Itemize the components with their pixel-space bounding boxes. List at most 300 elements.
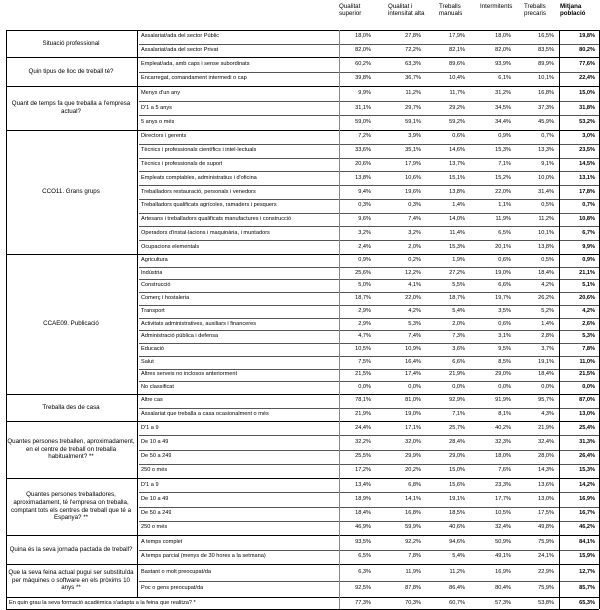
row-divider [139, 240, 599, 241]
cell-value: 32,4% [538, 438, 554, 445]
row-divider [139, 213, 599, 214]
cell-value: 1,1% [498, 202, 511, 209]
cell-value: 6,5% [358, 553, 371, 560]
cell-value: 0,9% [358, 256, 371, 263]
cell-value: 21,9% [355, 410, 371, 417]
average-value: 19,8% [579, 33, 595, 40]
average-value: 17,8% [579, 188, 595, 195]
row-divider [139, 435, 599, 436]
cell-value: 3,2% [358, 229, 371, 236]
cell-value: 24,1% [538, 553, 554, 560]
average-value: 20,6% [579, 295, 595, 302]
cell-value: 1,4% [541, 320, 554, 327]
cell-value: 10,5% [355, 345, 371, 352]
cell-value: 5,4% [452, 553, 465, 560]
average-value: 14,5% [579, 160, 595, 167]
group-label: Situació professional [42, 39, 100, 47]
row-label: De 50 a 249 [141, 453, 172, 460]
cell-value: 15,2% [495, 174, 511, 181]
cell-value: 11,4% [449, 229, 465, 236]
row-label: De 10 a 49 [141, 438, 169, 445]
cell-value: 0,5% [541, 256, 554, 263]
average-value: 5,1% [582, 282, 595, 289]
cell-value: 13,8% [355, 174, 371, 181]
row-label: Construcció [141, 282, 171, 289]
cell-value: 37,3% [538, 104, 554, 111]
row-label: 5 anys o més [141, 119, 175, 126]
row-label: Altre cas [141, 397, 163, 404]
group-label: Quantes persones treballadores, aproximadament, té l'empresa on treballa, comptant tots els centres de treball que té a Espanya? ** [10, 491, 132, 522]
row-label: Artesans i treballadors qualificats manufactures i construcció [141, 216, 292, 223]
row-divider [139, 44, 599, 45]
column-header: Treballs manuals [439, 3, 463, 18]
cell-value: 60,7% [449, 599, 465, 606]
cell-value: 21,9% [449, 371, 465, 378]
cell-value: 15,0% [449, 467, 465, 474]
cell-value: 70,3% [405, 599, 421, 606]
average-value: 14,2% [579, 481, 595, 488]
row-divider [139, 507, 599, 508]
average-value: 9,9% [582, 243, 595, 250]
row-divider [139, 381, 599, 382]
average-value: 13,1% [579, 174, 595, 181]
cell-value: 19,0% [405, 410, 421, 417]
cell-value: 86,4% [449, 585, 465, 592]
average-value: 5,3% [582, 333, 595, 340]
row-label: A temps complet [141, 538, 183, 545]
cell-value: 25,7% [449, 424, 465, 431]
average-value: 0,7% [582, 202, 595, 209]
cell-value: 11,9% [495, 216, 511, 223]
cell-value: 29,9% [405, 453, 421, 460]
cell-value: 13,6% [538, 481, 554, 488]
cell-value: 57,3% [495, 599, 511, 606]
cell-value: 9,4% [358, 188, 371, 195]
cell-value: 7,6% [498, 467, 511, 474]
row-divider [139, 101, 599, 102]
row-label: Assalariat/ada del sector Públic [141, 33, 220, 40]
row-divider [139, 356, 599, 357]
cell-value: 32,4% [495, 524, 511, 531]
cell-value: 1,9% [452, 256, 465, 263]
cell-value: 0,0% [541, 384, 554, 391]
group-label: Quant de temps fa que treballa a l'empresa actual? [11, 100, 131, 115]
cell-value: 18,0% [355, 33, 371, 40]
cell-value: 8,1% [498, 410, 511, 417]
row-label: Comerç i hostaleria [141, 295, 190, 302]
column-header: Qualitat superior [339, 3, 362, 18]
cell-value: 16,9% [495, 568, 511, 575]
cell-value: 0,3% [408, 202, 421, 209]
cell-value: 23,3% [495, 481, 511, 488]
row-divider [6, 597, 599, 598]
cell-value: 20,6% [355, 160, 371, 167]
row-divider [139, 199, 599, 200]
cell-value: 75,9% [538, 585, 554, 592]
cell-value: 26,2% [538, 295, 554, 302]
row-label: Treballadors qualificats agrícoles, ramaders i pesquers [141, 202, 277, 209]
average-value: 4,2% [582, 307, 595, 314]
cell-value: 89,6% [449, 60, 465, 67]
cell-value: 31,2% [495, 89, 511, 96]
average-value: 13,0% [579, 410, 595, 417]
row-divider [139, 171, 599, 172]
cell-value: 3,2% [408, 229, 421, 236]
cell-value: 10,5% [495, 510, 511, 517]
row-label: Indústria [141, 269, 163, 276]
row-divider [139, 158, 599, 159]
cell-value: 9,6% [358, 216, 371, 223]
cell-value: 81,0% [405, 397, 421, 404]
cell-value: 15,3% [449, 243, 465, 250]
cell-value: 0,0% [408, 384, 421, 391]
cell-value: 18,0% [495, 453, 511, 460]
cell-value: 2,8% [541, 333, 554, 340]
cell-value: 9,5% [498, 345, 511, 352]
cell-value: 49,1% [495, 553, 511, 560]
average-value: 31,3% [579, 438, 595, 445]
cell-value: 32,3% [495, 438, 511, 445]
cell-value: 77,3% [355, 599, 371, 606]
average-value: 15,3% [579, 467, 595, 474]
row-label: Altres serveis no inclosos anteriorment [141, 371, 238, 378]
cell-value: 94,6% [449, 538, 465, 545]
cell-value: 10,1% [538, 75, 554, 82]
group-label: CCO11. Grans grups [42, 188, 100, 196]
cell-value: 18,4% [355, 510, 371, 517]
group-label: Quantes persones treballen, aproximadament, en el centre de treball on treballa habitualment? ** [7, 438, 135, 461]
cell-value: 17,9% [449, 33, 465, 40]
average-value: 26,4% [579, 453, 595, 460]
group-label: Quin tipus de lloc de treball té? [28, 67, 114, 75]
column-divider [137, 30, 138, 597]
cell-value: 14,6% [449, 147, 465, 154]
cell-value: 17,9% [405, 160, 421, 167]
cell-value: 6,6% [452, 358, 465, 365]
row-label: 250 o més [141, 524, 168, 531]
average-value: 0,9% [582, 256, 595, 263]
row-label: Assalariat/ada del sector Privat [141, 46, 219, 53]
cell-value: 24,4% [355, 424, 371, 431]
row-label: Assalariat que treballa a casa ocasionalment o més [141, 410, 269, 417]
cell-value: 5,5% [452, 282, 465, 289]
cell-value: 3,7% [541, 345, 554, 352]
average-value: 16,7% [579, 510, 595, 517]
row-label: Activitats administratives, auxiliars i financeres [141, 320, 257, 327]
row-label: Empleat/ada, amb caps i sense subordinats [141, 60, 250, 67]
cell-value: 11,2% [449, 568, 465, 575]
average-value: 0,0% [582, 384, 595, 391]
cell-value: 0,6% [452, 133, 465, 140]
cell-value: 13,8% [538, 243, 554, 250]
row-divider [139, 226, 599, 227]
cell-value: 63,3% [405, 60, 421, 67]
cell-value: 0,2% [408, 256, 421, 263]
average-value: 53,2% [579, 119, 595, 126]
cell-value: 0,0% [498, 384, 511, 391]
cell-value: 2,9% [358, 320, 371, 327]
cell-value: 3,6% [452, 345, 465, 352]
cell-value: 0,9% [498, 133, 511, 140]
cell-value: 59,1% [405, 119, 421, 126]
cell-value: 13,4% [355, 481, 371, 488]
cell-value: 18,0% [495, 33, 511, 40]
cell-value: 16,8% [538, 89, 554, 96]
cell-value: 29,0% [449, 453, 465, 460]
row-divider [139, 72, 599, 73]
cell-value: 10,0% [538, 174, 554, 181]
cell-value: 78,1% [355, 397, 371, 404]
cell-value: 0,7% [541, 133, 554, 140]
cell-value: 6,1% [498, 75, 511, 82]
cell-value: 25,6% [355, 269, 371, 276]
cell-value: 11,2% [538, 216, 554, 223]
row-label: A temps parcial (menys de 30 hores a la setmana) [141, 553, 266, 560]
cell-value: 29,2% [449, 104, 465, 111]
cell-value: 15,3% [495, 147, 511, 154]
row-divider [139, 464, 599, 465]
cell-value: 28,4% [449, 438, 465, 445]
cell-value: 1,4% [452, 202, 465, 209]
cell-value: 59,9% [405, 524, 421, 531]
cell-value: 12,2% [405, 269, 421, 276]
cell-value: 7,4% [408, 216, 421, 223]
cell-value: 19,7% [495, 295, 511, 302]
cell-value: 6,8% [408, 481, 421, 488]
group-label: Treballa des de casa [42, 403, 100, 411]
row-label: Bastant o molt preocupat/da [141, 568, 211, 575]
average-value: 77,6% [579, 60, 595, 67]
cell-value: 7,1% [452, 410, 465, 417]
cell-value: 22,0% [495, 188, 511, 195]
cell-value: 13,3% [538, 147, 554, 154]
average-value: 3,0% [582, 133, 595, 140]
cell-value: 19,6% [405, 188, 421, 195]
average-value: 65,3% [579, 599, 595, 606]
average-value: 10,8% [579, 216, 595, 223]
row-label: Salut [141, 358, 154, 365]
cell-value: 18,4% [538, 269, 554, 276]
cell-value: 82,1% [449, 46, 465, 53]
row-divider [139, 450, 599, 451]
cell-value: 0,6% [498, 256, 511, 263]
cell-value: 36,7% [405, 75, 421, 82]
column-header: Mitjana població [560, 3, 586, 18]
row-divider [139, 369, 599, 370]
column-header: Treballs precaris [524, 3, 547, 18]
cell-value: 59,0% [355, 119, 371, 126]
row-divider [139, 279, 599, 280]
cell-value: 22,0% [405, 295, 421, 302]
row-divider [139, 318, 599, 319]
cell-value: 32,2% [355, 438, 371, 445]
cell-value: 17,7% [495, 495, 511, 502]
average-value: 31,8% [579, 104, 595, 111]
cell-value: 21,5% [355, 371, 371, 378]
average-value: 15,9% [579, 553, 595, 560]
cell-value: 27,8% [405, 33, 421, 40]
column-divider [559, 30, 560, 609]
cell-value: 18,7% [355, 295, 371, 302]
average-value: 12,7% [579, 568, 595, 575]
row-divider [139, 115, 599, 116]
cell-value: 2,0% [452, 320, 465, 327]
cell-value: 50,9% [495, 538, 511, 545]
cell-value: 60,2% [355, 60, 371, 67]
cell-value: 17,5% [538, 510, 554, 517]
cell-value: 16,8% [405, 510, 421, 517]
cell-value: 6,3% [358, 568, 371, 575]
cell-value: 82,0% [355, 46, 371, 53]
cell-value: 45,9% [538, 119, 554, 126]
cell-value: 15,1% [449, 174, 465, 181]
average-value: 15,0% [579, 89, 595, 96]
cell-value: 29,0% [495, 371, 511, 378]
cell-value: 72,2% [405, 46, 421, 53]
cell-value: 83,5% [538, 46, 554, 53]
cell-value: 31,1% [355, 104, 371, 111]
cell-value: 8,5% [498, 358, 511, 365]
cell-value: 7,8% [408, 553, 421, 560]
row-divider [139, 581, 599, 582]
cell-value: 14,1% [405, 495, 421, 502]
cell-value: 9,9% [358, 89, 371, 96]
average-value: 85,7% [579, 585, 595, 592]
column-divider [339, 30, 340, 609]
average-value: 6,7% [582, 229, 595, 236]
cell-value: 34,5% [495, 104, 511, 111]
cell-value: 10,4% [449, 75, 465, 82]
cell-value: 89,9% [538, 60, 554, 67]
cell-value: 7,1% [498, 160, 511, 167]
cell-value: 40,2% [495, 424, 511, 431]
average-value: 23,5% [579, 147, 595, 154]
cell-value: 93,5% [355, 538, 371, 545]
average-value: 16,9% [579, 495, 595, 502]
cell-value: 93,9% [495, 60, 511, 67]
cell-value: 27,2% [449, 269, 465, 276]
cell-value: 10,9% [405, 345, 421, 352]
cell-value: 40,6% [449, 524, 465, 531]
cell-value: 39,8% [355, 75, 371, 82]
average-value: 21,5% [579, 371, 595, 378]
cell-value: 7,5% [358, 358, 371, 365]
cell-value: 17,1% [405, 424, 421, 431]
cell-value: 82,0% [495, 46, 511, 53]
row-divider [139, 521, 599, 522]
row-divider [139, 343, 599, 344]
cell-value: 9,1% [541, 160, 554, 167]
cell-value: 5,0% [358, 282, 371, 289]
average-value: 2,6% [582, 320, 595, 327]
cell-value: 33,6% [355, 147, 371, 154]
cell-value: 3,9% [408, 133, 421, 140]
group-label: Que la seva feina actual pugui ser substituïda per màquines o software en els pròxims 10 anys ** [8, 569, 134, 592]
cell-value: 92,2% [405, 538, 421, 545]
column-header: Intermitents [480, 3, 513, 10]
row-label: Tècnics i professionals científics i intel·lectuals [141, 147, 257, 154]
cell-value: 10,1% [538, 229, 554, 236]
cell-value: 19,0% [495, 269, 511, 276]
cell-value: 18,5% [449, 510, 465, 517]
average-value: 46,2% [579, 524, 595, 531]
row-label: Agricultura [141, 256, 168, 263]
cell-value: 92,5% [355, 585, 371, 592]
cell-value: 31,4% [538, 188, 554, 195]
cell-value: 2,9% [358, 307, 371, 314]
average-value: 7,8% [582, 345, 595, 352]
cell-value: 11,9% [405, 568, 421, 575]
cell-value: 0,5% [541, 202, 554, 209]
average-value: 80,2% [579, 46, 595, 53]
cell-value: 13,0% [538, 495, 554, 502]
row-divider [139, 185, 599, 186]
cell-value: 2,0% [408, 243, 421, 250]
cell-value: 0,6% [498, 320, 511, 327]
cell-value: 13,7% [449, 160, 465, 167]
row-label: Tècnics i professionals de suport [141, 160, 223, 167]
cell-value: 49,8% [538, 524, 554, 531]
row-label: No classificat [141, 384, 174, 391]
cell-value: 21,9% [538, 424, 554, 431]
cell-value: 14,3% [538, 467, 554, 474]
cell-value: 11,7% [449, 89, 465, 96]
cell-value: 13,8% [449, 188, 465, 195]
cell-value: 0,0% [452, 384, 465, 391]
column-header: Qualitat i intensitat alta [388, 3, 425, 18]
average-value: 11,0% [579, 358, 595, 365]
row-label: D'1 a 5 anys [141, 104, 172, 111]
cell-value: 19,1% [538, 358, 554, 365]
cell-value: 25,5% [355, 453, 371, 460]
cell-value: 4,3% [541, 410, 554, 417]
cell-value: 80,4% [495, 585, 511, 592]
column-divider [6, 30, 7, 609]
cell-value: 29,7% [405, 104, 421, 111]
row-label: Directors i gerents [141, 133, 187, 140]
row-label: Poc o gens preocupat/da [141, 585, 204, 592]
row-divider [139, 492, 599, 493]
cell-value: 7,2% [358, 133, 371, 140]
row-divider [139, 330, 599, 331]
row-label: 250 o més [141, 467, 168, 474]
cell-value: 17,4% [405, 371, 421, 378]
group-label: Quina és la seva jornada pactada de treball? [9, 545, 133, 553]
cell-value: 4,2% [408, 307, 421, 314]
average-value: 84,1% [579, 538, 595, 545]
row-label: D'1 a 9 [141, 481, 159, 488]
cell-value: 28,0% [538, 453, 554, 460]
cell-value: 5,3% [408, 320, 421, 327]
cell-value: 4,7% [358, 333, 371, 340]
cell-value: 4,1% [408, 282, 421, 289]
cell-value: 10,6% [405, 174, 421, 181]
row-divider [139, 292, 599, 293]
cell-value: 87,8% [405, 585, 421, 592]
cell-value: 91,9% [495, 397, 511, 404]
cell-value: 59,2% [449, 119, 465, 126]
cell-value: 5,2% [541, 307, 554, 314]
average-value: 87,0% [579, 397, 595, 404]
cell-value: 34,4% [495, 119, 511, 126]
row-label: Educació [141, 345, 165, 352]
cell-value: 0,3% [358, 202, 371, 209]
cell-value: 20,1% [495, 243, 511, 250]
row-divider [139, 408, 599, 409]
cell-value: 20,2% [405, 467, 421, 474]
row-label: D'1 a 9 [141, 424, 159, 431]
cell-value: 14,0% [449, 216, 465, 223]
